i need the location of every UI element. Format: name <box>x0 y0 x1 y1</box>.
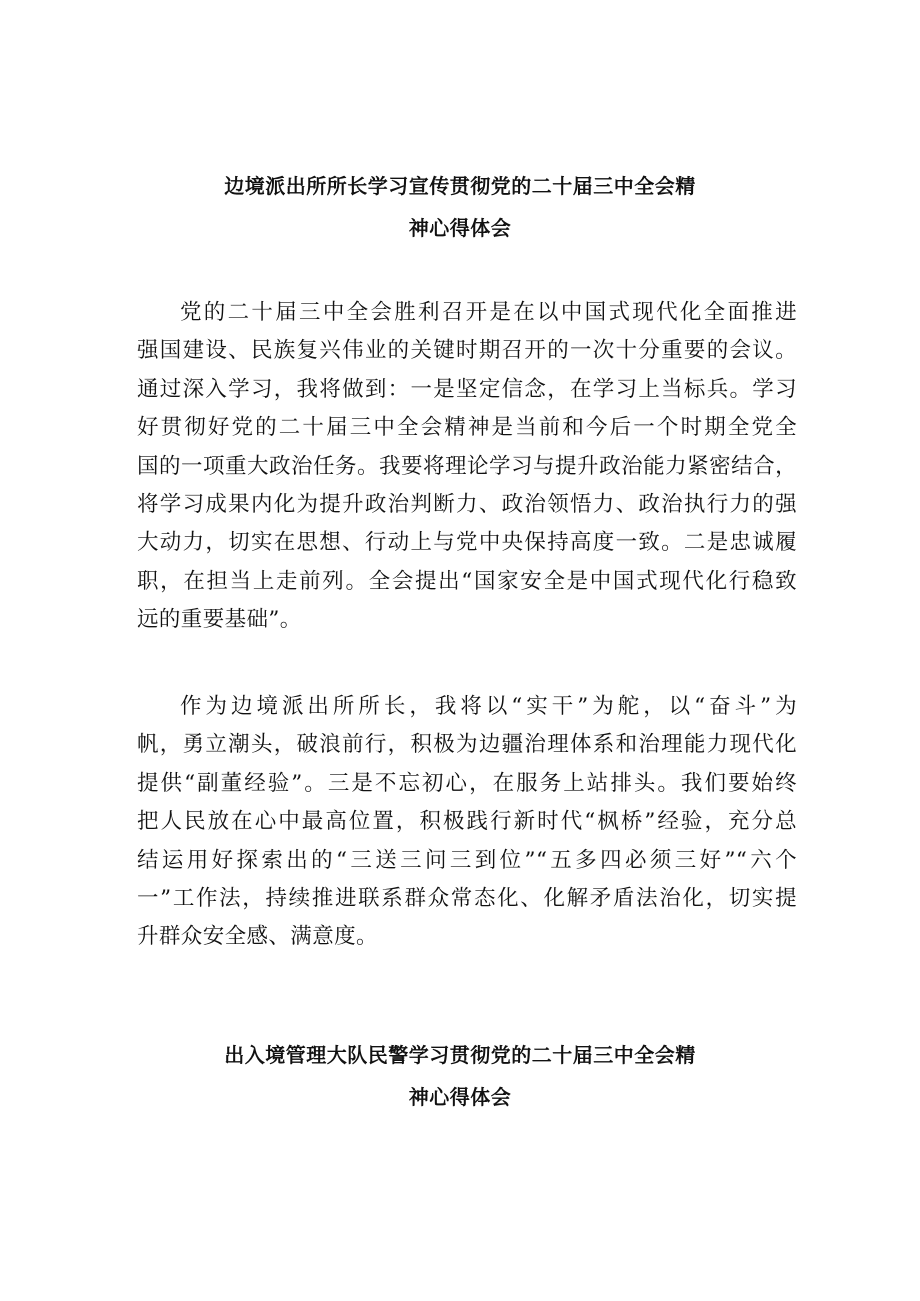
paragraph-line: 好贯彻好党的二十届三中全会精神是当前和今后一个时期全党全 <box>137 415 797 441</box>
paragraph-line: 提供“副董经验”。三是不忘初心，在服务上站排头。我们要始终 <box>137 770 797 796</box>
paragraph-line: 国的一项重大政治任务。我要将理论学习与提升政治能力紧密结合， <box>137 453 797 479</box>
body-paragraph <box>137 688 797 957</box>
paragraph-line: 大动力，切实在思想、行动上与党中央保持高度一致。二是忠诚履 <box>137 530 797 556</box>
title-line: 神心得体会 <box>408 216 512 240</box>
paragraph-line: 职，在担当上走前列。全会提出“国家安全是中国式现代化行稳致 <box>137 568 797 594</box>
paragraph-line: 党的二十届三中全会胜利召开是在以中国式现代化全面推进 <box>180 300 797 325</box>
article-title <box>0 165 920 249</box>
body-paragraph <box>137 294 797 640</box>
paragraph-line: 把人民放在心中最高位置，积极践行新时代“枫桥”经验，充分总 <box>137 809 797 835</box>
title-line: 边境派出所所长学习宣传贯彻党的二十届三中全会精 <box>224 174 696 198</box>
paragraph-line: 将学习成果内化为提升政治判断力、政治领悟力、政治执行力的强 <box>137 492 797 518</box>
paragraph-line: 结运用好探索出的“三送三问三到位”“五多四必须三好”“六个 <box>137 847 797 873</box>
paragraph-line: 作为边境派出所所长，我将以“实干”为舵，以“奋斗”为 <box>180 694 797 719</box>
article-title <box>0 1034 920 1118</box>
paragraph-line: 强国建设、民族复兴伟业的关键时期召开的一次十分重要的会议。 <box>137 338 797 364</box>
paragraph-line: 通过深入学习，我将做到：一是坚定信念，在学习上当标兵。学习 <box>137 376 797 402</box>
title-line: 出入境管理大队民警学习贯彻党的二十届三中全会精 <box>224 1043 696 1067</box>
paragraph-line: 远的重要基础”。 <box>137 607 302 633</box>
title-line: 神心得体会 <box>408 1085 512 1109</box>
paragraph-line: 升群众安全感、满意度。 <box>137 924 378 950</box>
paragraph-line: 一”工作法，持续推进联系群众常态化、化解矛盾法治化，切实提 <box>137 886 797 912</box>
paragraph-line: 帆，勇立潮头，破浪前行，积极为边疆治理体系和治理能力现代化 <box>137 732 797 758</box>
